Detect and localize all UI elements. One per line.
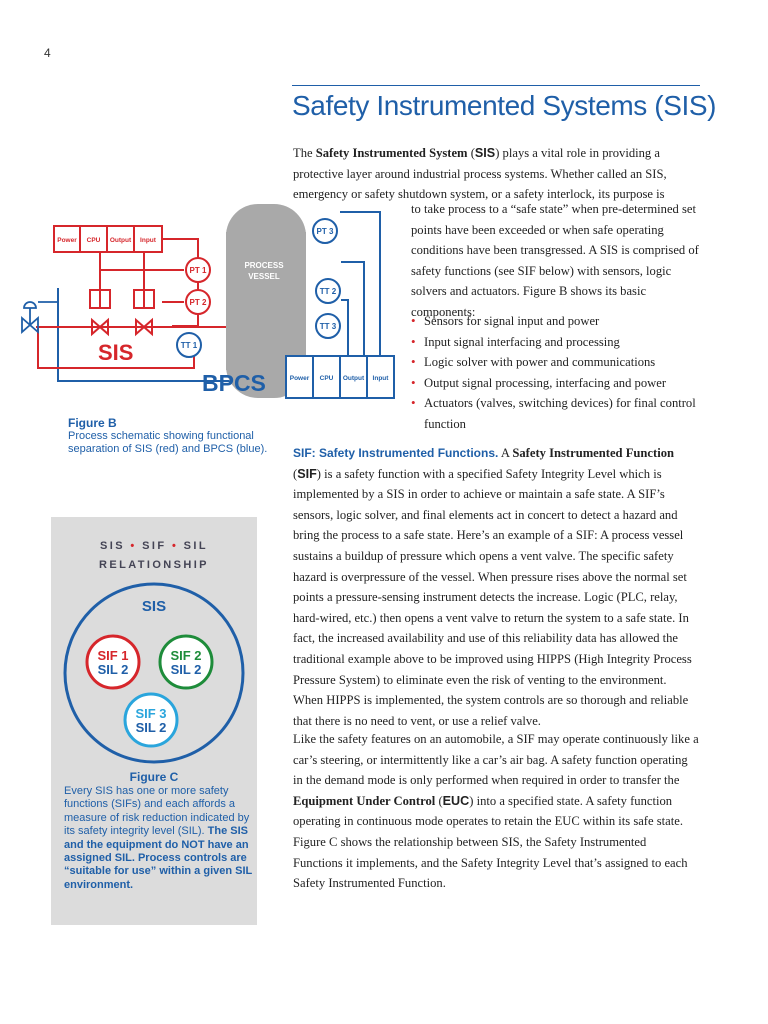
bpcs-module-label: Input	[372, 375, 389, 382]
figure-c-venn	[51, 580, 257, 766]
sif3-label: SIF 3	[135, 706, 167, 721]
sis-module-boxes	[54, 226, 162, 252]
sif-paragraph: SIF: Safety Instrumented Functions. A Safety Instrumented Function (SIF) is a safety function with a specified Safety Integrity Level which is implemented by a SIS in order to achieve or maintain a safe state. A SIF’s sensors, logic solver, and final elements act in concert to detect a hazard and bring the process to a safe state. Here’s an example of a SIF: A process vessel sustains a buildup of pressure which opens a vent valve. The specific safety hazard is overpressure of the vessel. When pressure rises above the normal set points a pressure-sensing instrument detects the increase. Logic (PLC, relay, hard-wired, etc.) then opens a vent valve to return the system to a safe state. In fact, the increased availability and use of this reliability data has allowed the traditional example above to be improved using HIPPS (High Integrity Process Pressure System) to eliminate even the risk of venting to the environment. When HIPPS is implemented, the system controls are so thorough and reliable that there is no need to vent, or use a relief valve.	[293, 446, 692, 728]
figure-b-title: Figure B	[68, 416, 117, 430]
bpcs-big-label: BPCS	[202, 370, 266, 396]
sis-module-label: Input	[140, 237, 156, 244]
tt3-label: TT 3	[319, 322, 337, 331]
sis-circle-label: SIS	[141, 598, 167, 615]
intro-paragraph-top: The Safety Instrumented System (SIS) plays a vital role in providing a protective layer around industrial process systems. Whether called an SIS, emergency or safety shutdown system, or a safety interlock, its purpose is	[293, 146, 667, 202]
intro-paragraph-continued: to take process to a “safe state” when pre-determined set points have been exceeded or when safe operating conditions have been transgressed. A SIS is comprised of safety functions (see SIF below) with sensors, logic solvers and actuators. Figure B shows its basic components:	[411, 202, 699, 319]
tt1-label: TT 1	[180, 341, 198, 350]
pt2-label: PT 2	[189, 298, 207, 307]
page-title: Safety Instrumented Systems (SIS)	[292, 90, 717, 121]
list-item: • Output signal processing, interfacing and power	[411, 373, 699, 394]
vessel-label-line1: PROCESS	[244, 261, 284, 270]
demand-mode-paragraph: Like the safety features on an automobile, a SIF may operate continuously like a car’s steering, or intermittently like a car’s air bag. A safety function operating in the demand mode is only performed when required in order to transfer the Equipment Under Control (EUC) into a specified state. A safety function operating in continuous mode operates to retain the EUC within its safe state. Figure C shows the relationship between SIS, the Safety Instrumented Functions it implements, and the Safety Integrity Level that’s assigned to each Safety Instrumented Function.	[293, 732, 699, 891]
tt2-label: TT 2	[319, 287, 337, 296]
components-list	[411, 311, 699, 435]
pt1-label: PT 1	[189, 266, 207, 275]
figure-b-caption	[68, 417, 268, 457]
page-number: 4	[44, 46, 51, 60]
sil-label: SIL 2	[170, 662, 202, 677]
sil-label: SIL 2	[97, 662, 129, 677]
figure-b-text: Process schematic showing functional separation of SIS (red) and BPCS (blue).	[68, 430, 268, 456]
title-rule	[292, 85, 700, 86]
figure-c-caption: Every SIS has one or more safety functions (SIFs) and each affords a measure of risk reduction indicated by its safety integrity level (SIL). The SIS and the equipment do NOT have an assigned SIL. Process controls are “suitable for use” within a given SIL environment.	[64, 785, 253, 891]
list-item: • Actuators (valves, switching devices) for final control function	[411, 393, 699, 434]
sis-module-label: CPU	[86, 237, 101, 244]
figure-b-schematic	[18, 196, 398, 410]
term-sis-full: Safety Instrumented System	[315, 146, 468, 160]
bpcs-module-boxes	[286, 356, 394, 398]
term-sis-abbr: SIS	[474, 146, 496, 160]
sil-label: SIL 2	[135, 720, 167, 735]
bpcs-module-label: Power	[289, 375, 310, 382]
sif-heading: SIF: Safety Instrumented Functions.	[293, 446, 499, 460]
sis-module-label: Output	[109, 237, 132, 244]
sif2-label: SIF 2	[170, 648, 202, 663]
bpcs-module-label: CPU	[319, 375, 334, 382]
list-item: • Sensors for signal input and power	[411, 311, 699, 332]
sif1-label: SIF 1	[97, 648, 129, 663]
sis-big-label: SIS	[98, 340, 134, 365]
pt3-label: PT 3	[316, 227, 334, 236]
sis-module-label: Power	[57, 237, 77, 244]
list-item: • Input signal interfacing and processing	[411, 332, 699, 353]
list-item: • Logic solver with power and communications	[411, 352, 699, 373]
bpcs-module-label: Output	[342, 375, 365, 382]
figure-c-title: SIS • SIF • SIL RELATIONSHIP	[99, 540, 209, 571]
figure-c-label: Figure C	[129, 770, 179, 784]
vessel-label-line2: VESSEL	[248, 272, 280, 281]
